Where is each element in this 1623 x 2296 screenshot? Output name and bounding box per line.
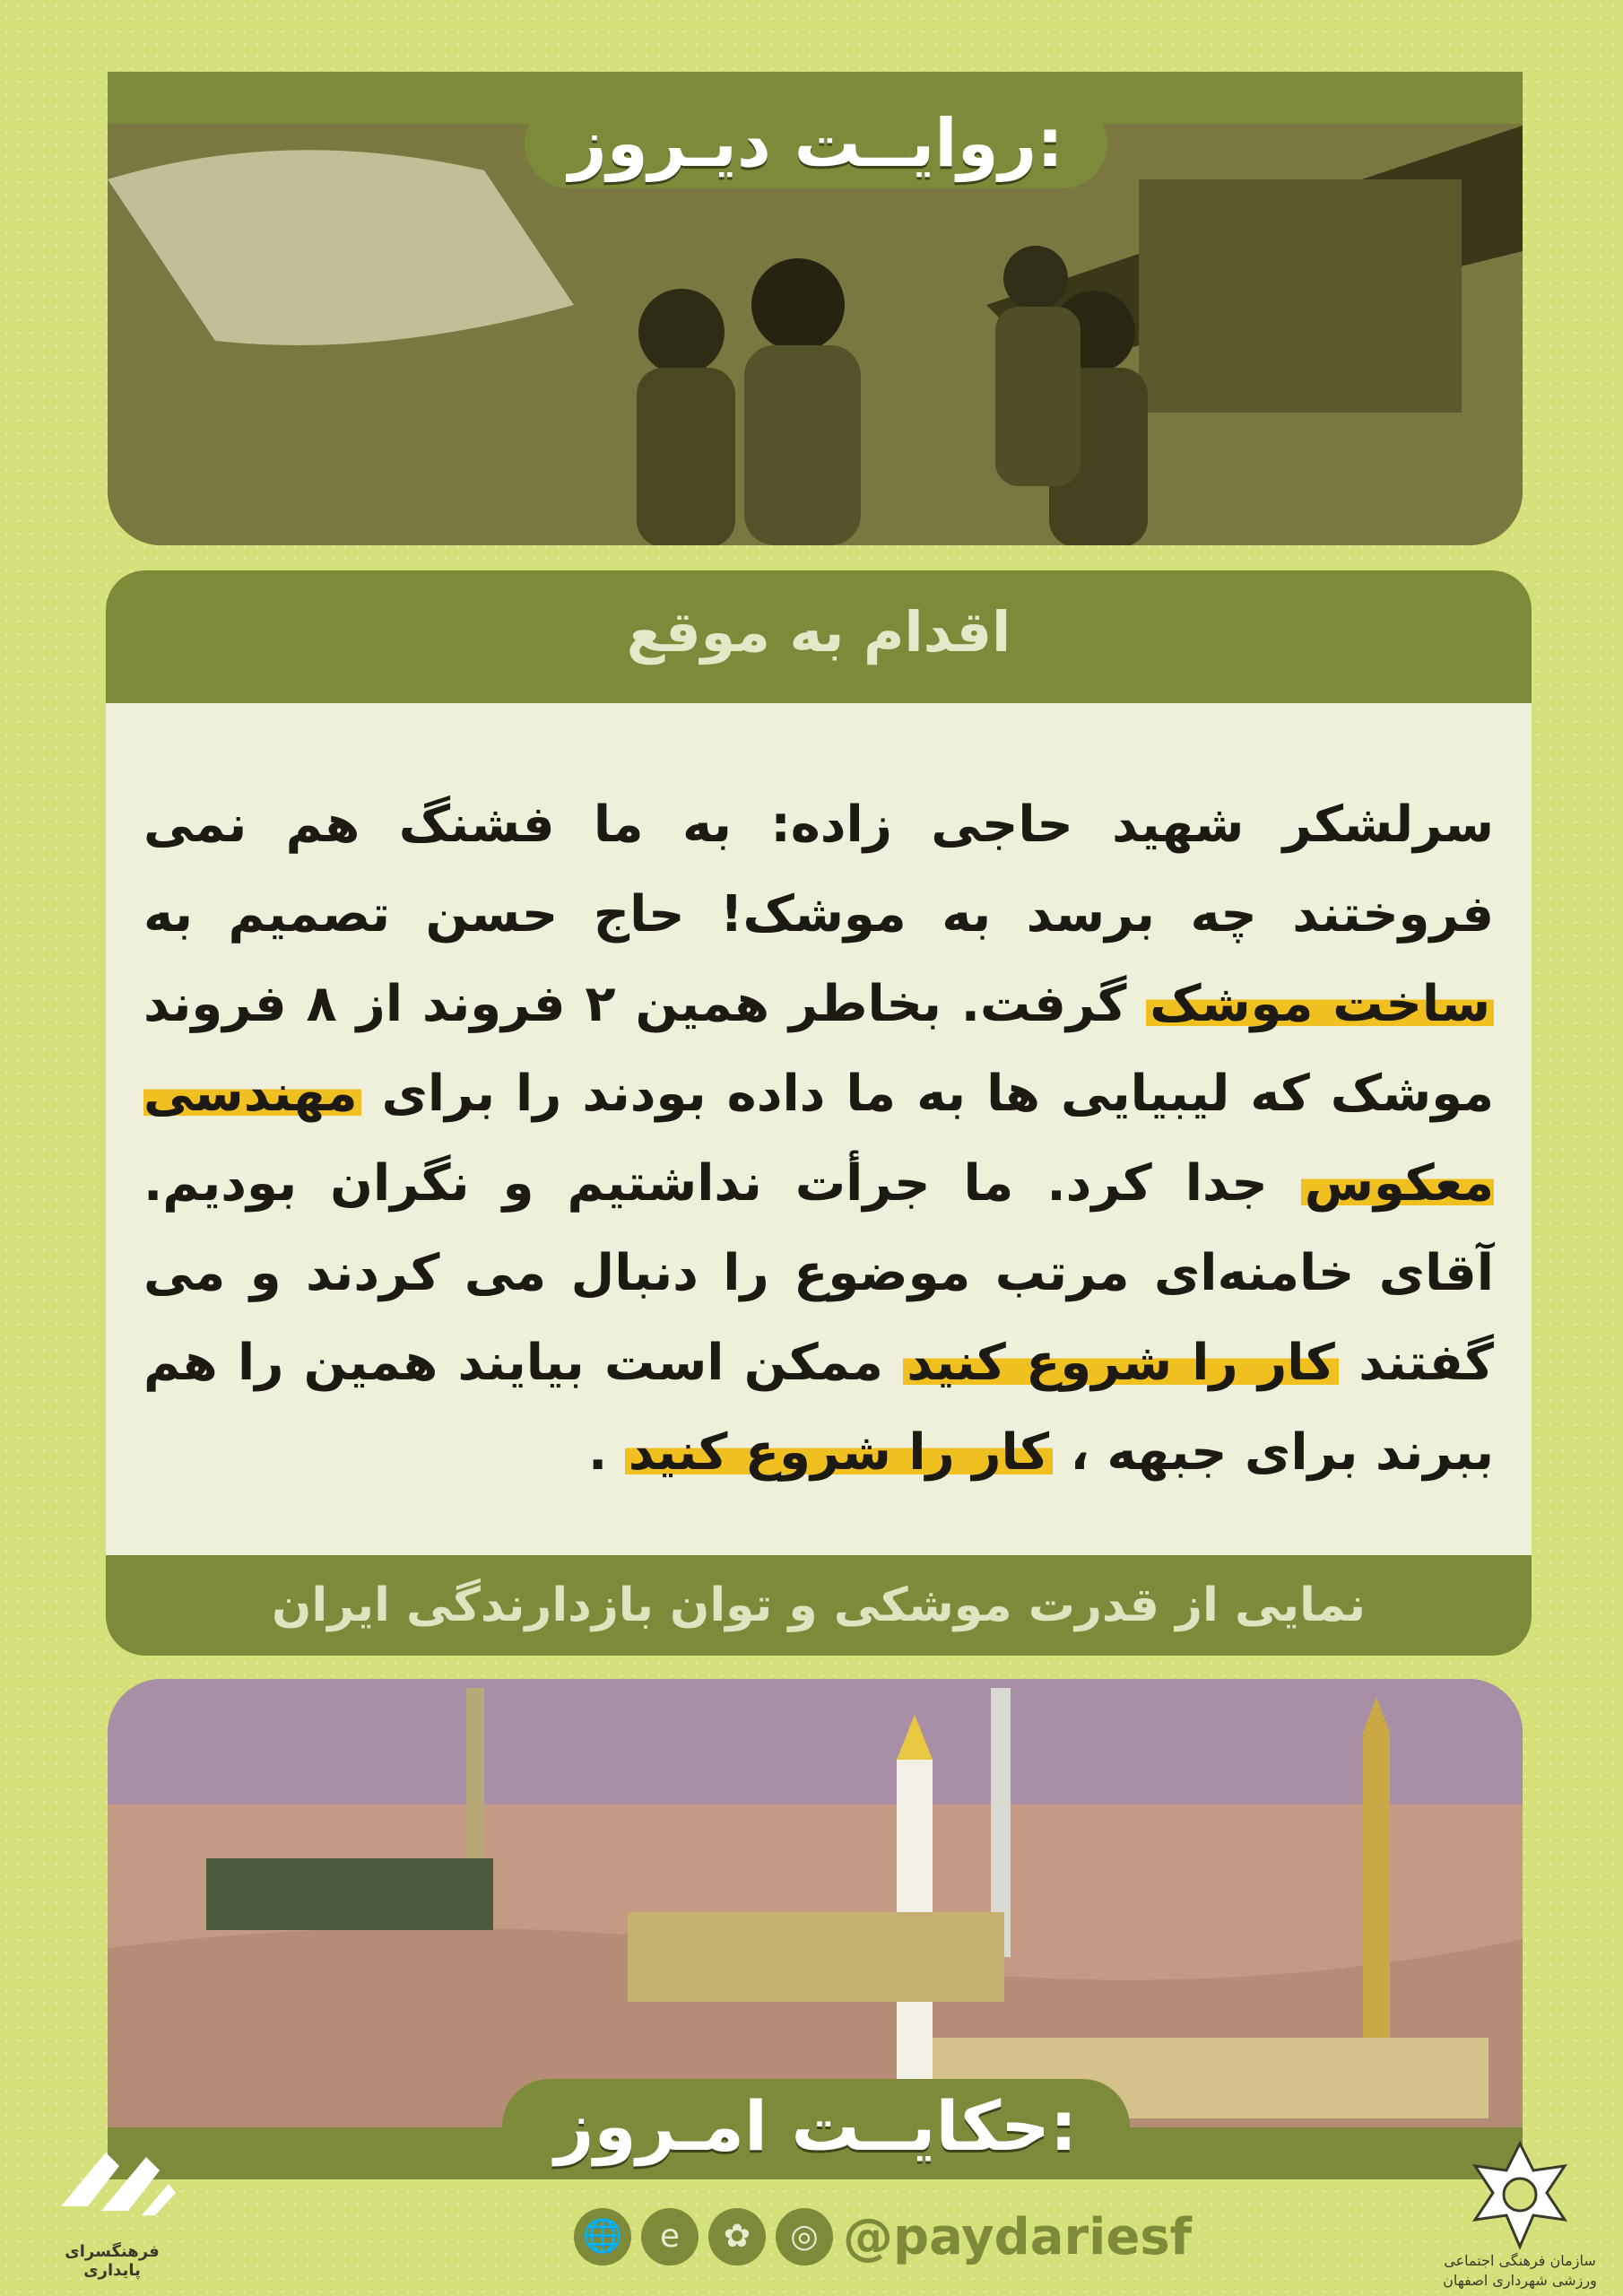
rubika-icon[interactable]: ✿ [708,2208,766,2266]
highlight-start-work-2: کار را شروع کنید [625,1423,1053,1482]
left-logo-caption: فرهنگسرای پایداری [65,2242,160,2280]
eitaa-icon[interactable]: e [641,2208,699,2266]
highlight-missile-building: ساخت موشک [1146,975,1494,1033]
paydari-logo-icon [52,2135,178,2233]
right-logo-caption: سازمان فرهنگی اجتماعی ورزشی شهرداری اصفهان [1443,2252,1597,2289]
body-text-part: سرلشکر شهید حاجی زاده: به ما فشنگ هم نمی فروختند چه برسد به موشک! حاج حسن تصمیم به [143,796,1494,944]
card-footer-caption: نمایی از قدرت موشکی و توان بازدارندگی ایران [272,1578,1366,1632]
missiles-photo-illustration [108,1679,1523,2127]
body-text-part: جدا کرد. ما جرأت نداشتیم و نگران بودیم. آقای خامنه‌ای مرتب موضوع را دنبال می کردند و می گفتند [143,1154,1495,1392]
highlight-reverse-engineering: مهندسی معکوس [143,1065,1494,1213]
body-text-part: . [587,1423,625,1482]
card-body-text [143,780,1494,1498]
globe-icon[interactable]: 🌐 [574,2208,631,2266]
body-text-part: گرفت. بخاطر همین ۲ فروند از ۸ فروند موشک که لیبیایی ها به ما داده بودند را برای [143,975,1494,1123]
social-handle[interactable]: @paydariesf [843,2208,1193,2266]
bottom-section-title: حکایــت امـروز: [554,2086,1078,2166]
municipality-logo-icon [1462,2139,1578,2256]
card-title: اقدام به موقع [626,599,1011,665]
highlight-start-work: کار را شروع کنید [903,1334,1339,1392]
instagram-icon[interactable]: ◎ [776,2208,833,2266]
bottom-missile-photo [108,1679,1523,2127]
body-text-part: ممکن است بیایند همین را هم ببرند برای جبهه ، [143,1334,1494,1482]
top-section-title: روایــت دیـروز: [568,105,1063,182]
